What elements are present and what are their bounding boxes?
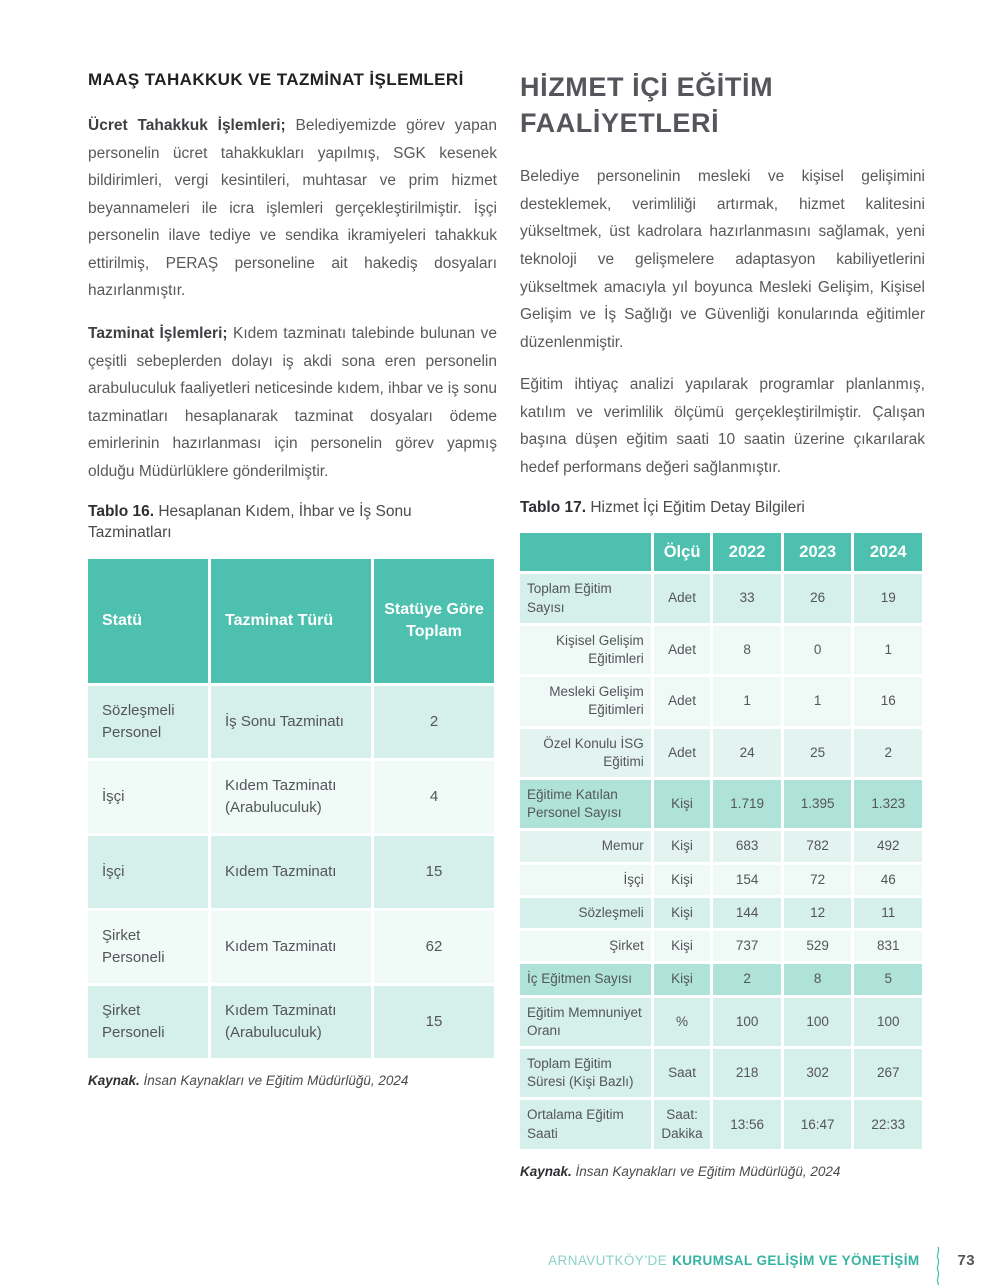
source-lead: Kaynak. [88,1072,140,1088]
left-column [88,70,497,1179]
value-cell: 46 [854,865,922,895]
value-cell: Kıdem Tazminatı [211,836,371,908]
value-cell: 267 [854,1049,922,1097]
source-text: İnsan Kaynakları ve Eğitim Müdürlüğü, 2024 [575,1163,841,1179]
table-row [520,998,922,1046]
value-cell: 11 [854,898,922,928]
caption-text: Hizmet İçi Eğitim Detay Bilgileri [590,498,805,516]
value-cell: 72 [784,865,852,895]
table-16 [85,556,497,1061]
value-cell: 1.395 [784,780,852,828]
table-row [88,836,494,908]
value-cell: Kişi [654,931,711,961]
paragraph-lead: Ücret Tahakkuk İşlemleri; [88,117,286,134]
value-cell: Saat [654,1049,711,1097]
source-note [88,1073,497,1088]
paragraph-lead: Tazminat İşlemleri; [88,325,228,343]
table-row [520,780,922,828]
value-cell: 25 [784,729,852,777]
value-cell: Kıdem Tazminatı (Arabuluculuk) [211,761,371,833]
value-cell: Adet [654,677,711,725]
col-header-statuye-gore-toplam: Statüye Göre Toplam [374,559,494,683]
row-label-cell: İşçi [88,836,208,908]
col-header-2024: 2024 [854,533,922,571]
row-label-cell: Eğitime Katılan Personel Sayısı [520,780,651,828]
value-cell: Kişi [654,831,711,861]
value-cell: Adet [654,626,711,674]
table-row [520,931,922,961]
table-row [520,964,922,994]
section-heading-maas: MAAŞ TAHAKKUK VE TAZMİNAT İŞLEMLERİ [88,70,464,89]
value-cell: 26 [784,574,852,622]
row-label-cell: Mesleki Gelişim Eğitimleri [520,677,651,725]
table-row [520,898,922,928]
value-cell: 16 [854,677,922,725]
value-cell: Adet [654,574,711,622]
row-label-cell: Şirket [520,931,651,961]
table-row [88,911,494,983]
value-cell: Kişi [654,898,711,928]
row-label-cell: Ortalama Eğitim Saati [520,1100,651,1148]
row-label-cell: İç Eğitmen Sayısı [520,964,651,994]
value-cell: 15 [374,836,494,908]
value-cell: 8 [784,964,852,994]
value-cell: Kişi [654,780,711,828]
value-cell: 782 [784,831,852,861]
footer-location-label: ARNAVUTKÖY’DE [548,1252,668,1268]
value-cell: 2 [374,686,494,758]
value-cell: 1 [854,626,922,674]
col-header-empty [520,533,651,571]
caption-number: Tablo 16. [88,502,155,520]
value-cell: 33 [713,574,781,622]
value-cell: 1.323 [854,780,922,828]
row-label-cell: Eğitim Memnuniyet Oranı [520,998,651,1046]
table-row [520,831,922,861]
value-cell: 737 [713,931,781,961]
value-cell: 8 [713,626,781,674]
table17-header-row [520,533,922,571]
value-cell: Kıdem Tazminatı (Arabuluculuk) [211,986,371,1058]
wavy-divider-icon [934,1251,942,1269]
table17-caption [520,497,925,519]
value-cell: 154 [713,865,781,895]
row-label-cell: Sözleşmeli [520,898,651,928]
row-label-cell: Toplam Eğitim Süresi (Kişi Bazlı) [520,1049,651,1097]
value-cell: 16:47 [784,1100,852,1148]
value-cell: 19 [854,574,922,622]
paragraph-ucret-tahakkuk [88,112,497,305]
col-header-2022: 2022 [713,533,781,571]
value-cell: 100 [784,998,852,1046]
table16-header-row [88,559,494,683]
value-cell: 5 [854,964,922,994]
caption-number: Tablo 17. [520,498,587,516]
value-cell: 2 [854,729,922,777]
footer [548,1251,975,1269]
table-row [520,865,922,895]
table-row [520,1100,922,1148]
paragraph-egitim-amac: Belediye personelinin mesleki ve kişisel gelişimini desteklemek, verimliliği artırmak, hizmet kalitesini yükseltmek, üst kadrolara hazırlanmasını sağlamak, yeni teknoloji ve gelişmelere adaptasyon kabiliyetlerini yükseltmek amacıyla yıl boyunca Mesleki Gelişim, Kişisel Gelişim ve İş Sağlığı ve Güvenliği konularında eğitimler düzenlenmiştir. [520,168,925,351]
table-row [88,686,494,758]
table-row [88,761,494,833]
col-header-olcu: Ölçü [654,533,711,571]
row-label-cell: Özel Konulu İSG Eğitimi [520,729,651,777]
col-header-tazminat-turu: Tazminat Türü [211,559,371,683]
value-cell: % [654,998,711,1046]
row-label-cell: Toplam Eğitim Sayısı [520,574,651,622]
value-cell: 0 [784,626,852,674]
value-cell: 302 [784,1049,852,1097]
row-label-cell: Kişisel Gelişim Eğitimleri [520,626,651,674]
page-number: 73 [957,1251,975,1269]
col-header-2023: 2023 [784,533,852,571]
value-cell: 15 [374,986,494,1058]
value-cell: 62 [374,911,494,983]
source-text: İnsan Kaynakları ve Eğitim Müdürlüğü, 2024 [143,1072,409,1088]
value-cell: Kişi [654,964,711,994]
value-cell: 492 [854,831,922,861]
row-label-cell: Sözleşmeli Personel [88,686,208,758]
table16-caption [88,501,497,544]
table-row [88,986,494,1058]
value-cell: 100 [713,998,781,1046]
value-cell: 218 [713,1049,781,1097]
value-cell: İş Sonu Tazminatı [211,686,371,758]
table-row [520,729,922,777]
value-cell: 529 [784,931,852,961]
table-row [520,626,922,674]
value-cell: Adet [654,729,711,777]
value-cell: 22:33 [854,1100,922,1148]
value-cell: 4 [374,761,494,833]
col-header-statu: Statü [88,559,208,683]
table-row [520,574,922,622]
value-cell: 12 [784,898,852,928]
value-cell: 13:56 [713,1100,781,1148]
row-label-cell: Şirket Personeli [88,986,208,1058]
source-note [520,1164,925,1179]
row-label-cell: Şirket Personeli [88,911,208,983]
value-cell: 683 [713,831,781,861]
value-cell: Kıdem Tazminatı [211,911,371,983]
source-lead: Kaynak. [520,1163,572,1179]
section-heading-hizmet-ici-egitim: HİZMET İÇİ EĞİTİM FAALİYETLERİ [520,72,774,138]
paragraph-text: Belediyemizde görev yapan personelin ücret tahakkukları yapılmış, SGK kesenek bildirimleri, vergi kesintileri, muhtasar ve prim hizmet beyannameleri ile icra işlemleri gerçekleştirilmiştir. İşçi personelin ilave tediye ve sendika ikramiyeleri tahakkuk ettirilmiş, PERAŞ personeline ait hakediş dosyaları hazırlanmıştır. [88,117,497,300]
right-column [520,70,925,1179]
value-cell: 1 [784,677,852,725]
value-cell: 1.719 [713,780,781,828]
table-row [520,677,922,725]
paragraph-egitim-analiz: Eğitim ihtiyaç analizi yapılarak programlar planlanmış, katılım ve verimlilik ölçümü gerçekleştirilmiştir. Çalışan başına düşen eğitim saati 10 saatin üzerine çıkarılarak hedef performans değeri sağlanmıştır. [520,376,925,477]
value-cell: 2 [713,964,781,994]
value-cell: 24 [713,729,781,777]
value-cell: 831 [854,931,922,961]
footer-section-label: KURUMSAL GELİŞİM VE YÖNETİŞİM [672,1252,920,1268]
caption-text: Hesaplanan Kıdem, İhbar ve İş Sonu Tazminatları [88,502,412,542]
value-cell: 144 [713,898,781,928]
table-17 [517,530,925,1152]
paragraph-text: Kıdem tazminatı talebinde bulunan ve çeşitli sebeplerden dolayı iş akdi sona eren personelin arabuluculuk faaliyetleri neticesinde kıdem, ihbar ve iş sonu tazminatları hesaplanarak tazminat dosyaları ödeme emirlerinin hazırlanması için personelin görev yapmış olduğu Müdürlüklere gönderilmiştir. [88,325,497,480]
value-cell: 100 [854,998,922,1046]
value-cell: Kişi [654,865,711,895]
value-cell: Saat: Dakika [654,1100,711,1148]
row-label-cell: Memur [520,831,651,861]
value-cell: 1 [713,677,781,725]
table-row [520,1049,922,1097]
paragraph-tazminat [88,320,497,485]
row-label-cell: İşçi [88,761,208,833]
row-label-cell: İşçi [520,865,651,895]
